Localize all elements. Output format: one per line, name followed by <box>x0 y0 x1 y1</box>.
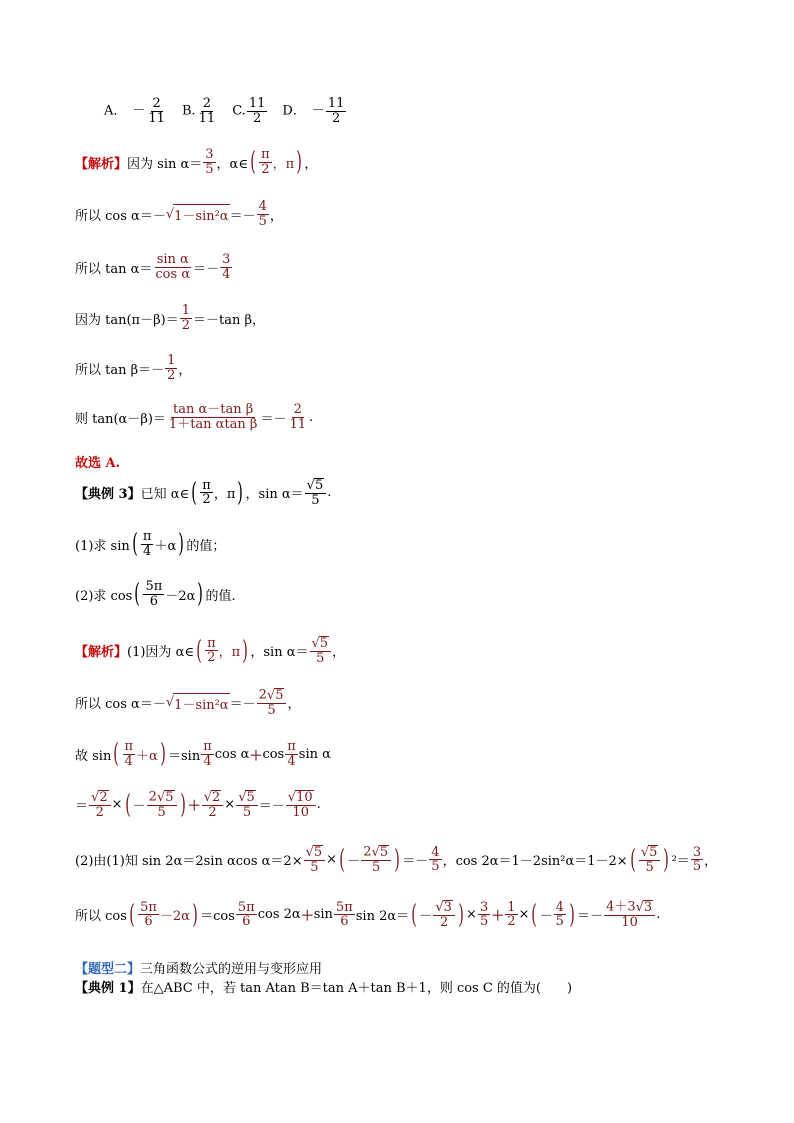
solution1-text1: 因为 sin α＝ <box>127 156 203 172</box>
solution1-text5: 所以 tan β＝－ <box>75 362 165 378</box>
example1-stem <box>75 977 572 996</box>
option-a[interactable]: A． － $\frac{2}{11}$ <box>104 96 165 126</box>
solution2-text3: 故 sin <box>75 748 112 764</box>
solution2-text1: (1)因为 α∈ <box>127 645 194 661</box>
solution1-line1: 【解析】 因为 sin α＝ $\frac{3}{5}$ ，α∈ ( $\frac{\pi}{2}$ ，π ) ， <box>75 147 318 178</box>
solution2-line2: 所以 cos α＝－ √ 1－sin²α ＝－ 2√ 5 5 ， <box>75 687 301 718</box>
solution1-line4: 因为 tan(π－β)＝ $\frac{1}{2}$ ＝－tan β， <box>75 303 265 333</box>
solution1-line2: 所以 cos α＝－ √ 1－sin²α ＝－ $\frac{4}{5}$ ， <box>75 199 283 229</box>
option-d[interactable]: D． － $\frac{11}{2}$ <box>282 96 345 126</box>
solution1-line6: 则 tan(α－β)＝ $\frac{\text{tan α－tan β}}{\text{1＋tan αtan β}}$ ＝－ $\frac{2}{11}$ . <box>75 402 314 432</box>
example3-q2: (2)求 cos ( $\frac{5\pi}{6}$ －2α ) 的值. <box>75 579 236 610</box>
solution2-text5: (2)由(1)知 sin 2α＝2sin αcos α＝2× <box>75 854 303 870</box>
solution1-line3: 所以 tan α＝ $\frac{\text{sin α}}{\text{cos α}}$ ＝－ $\frac{3}{4}$ <box>75 252 231 282</box>
solution1-text4: 因为 tan(π－β)＝ <box>75 312 179 328</box>
solution2-line6: 所以 cos ( $\frac{5\pi}{6}$ －2α ) ＝cos $\frac{5\pi}{6}$ cos 2α ＋ sin $\frac{5\pi}{6}$ sin 2α＝ ( － √ 3 2 ) × $\frac{3}{5}$ ＋ $\frac{1}{2}$ × ( － $\frac{4}{5}$ ) ＝－ 4＋3√ 3 10 . <box>75 899 661 930</box>
solution1-text2: 所以 cos α＝－ <box>75 208 166 224</box>
example3-q1: (1)求 sin ( $\frac{\pi}{4}$ ＋α ) 的值； <box>75 529 226 560</box>
example1-stem-text: 在△ABC 中，若 tan Atan B＝tan A＋tan B＋1，则 cos C 的值为( ) <box>140 981 573 996</box>
solution1-conclusion: 故选 A. <box>75 456 121 471</box>
option-b[interactable]: B. $\frac{2}{11}$ <box>181 96 216 126</box>
answer-options <box>104 97 347 125</box>
example3-stem: 【典例 3】 已知 α∈ ( $\frac{\pi}{2}$ ，π ) ，sin α＝ √ 5 5 . <box>75 477 332 508</box>
example3-q1-tail: 的值； <box>186 538 226 554</box>
solution-tag: 【解析】 <box>75 156 128 172</box>
solution2-line4: ＝ √ 2 2 × ( － 2√ 5 5 ) ＋ √ 2 2 × √ 5 5 ＝－ √ 10 10 . <box>75 789 321 820</box>
solution2-line3: 故 sin ( $\frac{\pi}{4}$ ＋α ) ＝sin $\frac{\pi}{4}$ cos α ＋ cos $\frac{\pi}{4}$ sin α <box>75 739 331 770</box>
example3-stem-text: 已知 α∈ <box>140 487 190 503</box>
option-c[interactable]: C. $\frac{11}{2}$ <box>232 96 266 126</box>
solution1-text3: 所以 tan α＝ <box>75 261 153 277</box>
solution1-line5: 所以 tan β＝－ $\frac{1}{2}$ ， <box>75 353 192 383</box>
solution2-tag: 【解析】 <box>75 645 128 661</box>
example3-tag: 【典例 3】 <box>75 487 141 503</box>
example3-q1-text: (1)求 sin <box>75 538 130 554</box>
solution2-line5: (2)由(1)知 sin 2α＝2sin αcos α＝2× √ 5 5 × ( － 2√ 5 5 ) ＝－ $\frac{4}{5}$ ，cos 2α＝1－2sin²α＝1－2× ( √ 5 5 ) ²＝ $\frac{3}{5}$ ， <box>75 844 718 875</box>
solution2-text6: 所以 cos <box>75 909 127 925</box>
solution2-line1: 【解析】 (1)因为 α∈ ( $\frac{\pi}{2}$ ，π ) ，sin α＝ √ 5 5 ， <box>75 635 346 666</box>
solution2-text2: 所以 cos α＝－ <box>75 697 166 713</box>
example3-q2-text: (2)求 cos <box>75 588 133 604</box>
example3-q2-tail: 的值. <box>205 588 236 604</box>
solution1-text6: 则 tan(α－β)＝ <box>75 411 166 427</box>
example1-tag: 【典例 1】 <box>75 981 141 996</box>
section-heading <box>75 958 322 977</box>
section-tag: 【题型二】 <box>75 962 141 977</box>
section-title: 三角函数公式的逆用与变形应用 <box>140 962 323 977</box>
